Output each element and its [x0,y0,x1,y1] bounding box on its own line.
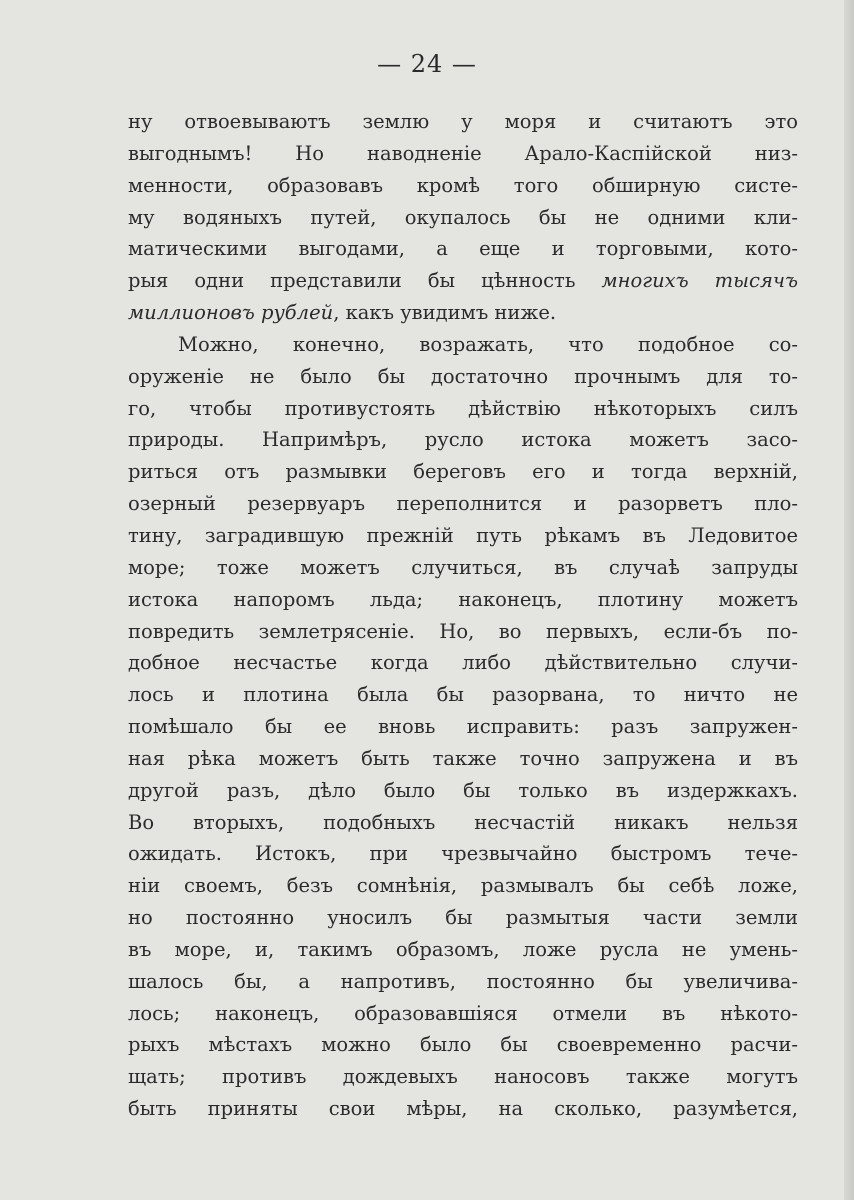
text-line: тину, заградившую прежнiй путь рѣкамъ въ Ледовитое [128,523,798,547]
text-line: помѣшало бы ее вновь исправить: разъ запружен- [128,715,798,739]
text-line: добное несчастье когда либо дѣйствительно случи- [128,651,798,675]
text-line: матическими выгодами, а еще и торговыми, кото- [128,237,798,261]
text-line: истока напоромъ льда; наконецъ, плотину можетъ [128,587,798,611]
text-line: повредить землетрясенiе. Но, во первыхъ, если-бъ по- [128,619,798,643]
italic-text: многихъ тысячъ [601,269,798,293]
text-line: ожидать. Истокъ, при чрезвычайно быстромъ тече- [128,842,798,866]
text-span: , какъ увидимъ ниже. [333,301,557,325]
text-line: ная рѣка можетъ быть также точно запружена и въ [128,746,798,770]
text-line: лось; наконецъ, образовавшiяся отмели въ нѣкото- [128,1001,798,1025]
text-line: выгоднымъ! Но наводненiе Арало-Каспiйской низ- [128,141,798,165]
text-line: шалось бы, а напротивъ, постоянно бы увеличива- [128,969,798,993]
text-line: другой разъ, дѣло было бы только въ издержкахъ. [128,778,798,802]
text-line: Во вторыхъ, подобныхъ несчастiй никакъ нельзя [128,810,798,834]
text-line [128,297,798,329]
page-text [128,106,798,1125]
text-line: но постоянно уносилъ бы размытыя части земли [128,906,798,930]
text-line: быть приняты свои мѣры, на сколько, разумѣется, [128,1097,798,1121]
text-line: риться отъ размывки береговъ его и тогда верхнiй, [128,460,798,484]
text-line: нiи своемъ, безъ сомнѣнiя, размывалъ бы себѣ ложе, [128,874,798,898]
italic-text: миллионовъ рублей [128,301,334,325]
text-line: въ море, и, такимъ образомъ, ложе русла не умень- [128,937,798,961]
text-line: лось и плотина была бы разорвана, то ничто не [128,683,798,707]
text-line: природы. Напримѣръ, русло истока можетъ засо- [128,428,798,452]
text-line: щать; противъ дождевыхъ наносовъ также могутъ [128,1065,798,1089]
text-span: рыя одни представили бы цѣнность [128,269,602,293]
text-line: го, чтобы противустоять дѣйствiю нѣкоторыхъ силъ [128,396,798,420]
page-edge [844,0,854,1200]
text-line: ну отвоевываютъ землю у моря и считаютъ это [128,110,798,133]
text-line: менности, образовавъ кромѣ того обширную систе- [128,173,798,197]
text-line: му водяныхъ путей, окупалось бы не одними кли- [128,205,798,229]
text-line: оруженiе не было бы достаточно прочнымъ для то- [128,364,798,388]
text-line: море; тоже можетъ случиться, въ случаѣ запруды [128,555,798,579]
text-line: Можно, конечно, возражать, что подобное со- [178,332,798,356]
page-number: — 24 — [377,50,477,78]
text-line: рыхъ мѣстахъ можно было бы своевременно расчи- [128,1033,798,1057]
text-line: озерный резервуаръ переполнится и разорветъ пло- [128,492,798,516]
text-line [128,265,798,297]
